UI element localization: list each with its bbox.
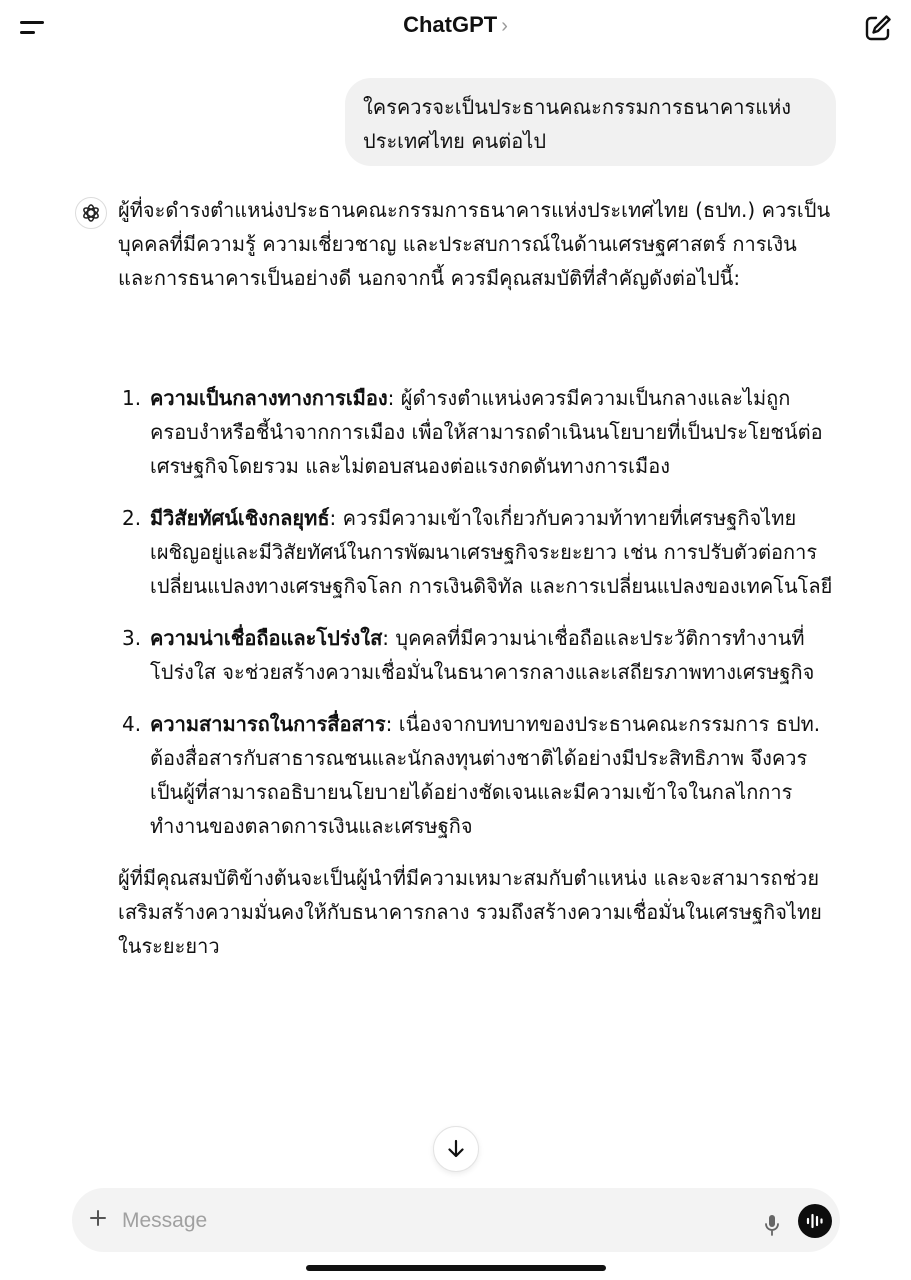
- list-number: 4.: [122, 712, 142, 736]
- list-item-title: มีวิสัยทัศน์เชิงกลยุทธ์: [150, 506, 330, 530]
- list-number: 3.: [122, 626, 142, 650]
- qualifications-list: [118, 381, 838, 843]
- waveform-icon: [805, 1211, 825, 1231]
- list-item: [118, 501, 838, 603]
- microphone-icon[interactable]: [762, 1212, 782, 1240]
- user-message-text: ใครควรจะเป็นประธานคณะกรรมการธนาคารแห่งประเทศไทย คนต่อไป: [363, 95, 792, 153]
- list-item-title: ความเป็นกลางทางการเมือง: [150, 386, 388, 410]
- list-item-title: ความสามารถในการสื่อสาร: [150, 712, 386, 736]
- home-indicator: [306, 1265, 606, 1271]
- list-item-text: : บุคคลที่มีความน่าเชื่อถือและประวัติการทำงานที่โปร่งใส จะช่วยสร้างความเชื่อมั่นในธนาคารกลางและเสถียรภาพทางเศรษฐกิจ: [150, 626, 815, 684]
- assistant-message: [118, 193, 838, 963]
- new-chat-icon[interactable]: [862, 12, 894, 44]
- app-title: ChatGPT: [403, 12, 498, 37]
- list-number: 2.: [122, 506, 142, 530]
- message-composer: [72, 1188, 840, 1252]
- list-item-text: : ผู้ดำรงตำแหน่งควรมีความเป็นกลางและไม่ถูกครอบงำหรือชี้นำจากการเมือง เพื่อให้สามารถดำเนินนโยบายที่เป็นประโยชน์ต่อเศรษฐกิจโดยรวม และไม่ตอบสนองต่อแรงกดดันทางการเมือง: [150, 386, 823, 478]
- scroll-to-bottom-button[interactable]: [433, 1126, 479, 1172]
- list-item-text: : เนื่องจากบทบาทของประธานคณะกรรมการ ธปท. ต้องสื่อสารกับสาธารณชนและนักลงทุนต่างชาติได้อย่างมีประสิทธิภาพ จึงควรเป็นผู้ที่สามารถอธิบายนโยบายได้อย่างชัดเจนและมีความเข้าใจในกลไกการทำงานของตลาดการเงินและเศรษฐกิจ: [150, 712, 821, 838]
- chatgpt-logo-icon: [75, 197, 107, 229]
- assistant-outro: ผู้ที่มีคุณสมบัติข้างต้นจะเป็นผู้นำที่มีความเหมาะสมกับตำแหน่ง และจะสามารถช่วยเสริมสร้างความมั่นคงให้กับธนาคารกลาง รวมถึงสร้างความเชื่อมั่นในเศรษฐกิจไทยในระยะยาว: [118, 866, 822, 958]
- list-item: [118, 621, 838, 689]
- plus-icon[interactable]: [86, 1206, 110, 1230]
- list-item: [118, 707, 838, 843]
- voice-mode-button[interactable]: [798, 1204, 832, 1238]
- list-number: 1.: [122, 386, 142, 410]
- top-bar: [0, 0, 911, 56]
- assistant-intro: ผู้ที่จะดำรงตำแหน่งประธานคณะกรรมการธนาคารแห่งประเทศไทย (ธปท.) ควรเป็นบุคคลที่มีความรู้ ความเชี่ยวชาญ และประสบการณ์ในด้านเศรษฐศาสตร์ การเงิน และการธนาคารเป็นอย่างดี นอกจากนี้ ควรมีคุณสมบัติที่สำคัญดังต่อไปนี้:: [118, 198, 831, 290]
- message-input[interactable]: [120, 1202, 744, 1240]
- list-item-title: ความน่าเชื่อถือและโปร่งใส: [150, 626, 383, 650]
- list-item-text: : ควรมีความเข้าใจเกี่ยวกับความท้าทายที่เศรษฐกิจไทยเผชิญอยู่และมีวิสัยทัศน์ในการพัฒนาเศรษฐกิจระยะยาว เช่น การปรับตัวต่อการเปลี่ยนแปลงทางเศรษฐกิจโลก การเงินดิจิทัล และการเปลี่ยนแปลงของเทคโนโลยี: [150, 506, 833, 598]
- list-item: [118, 381, 838, 483]
- user-message-bubble: [345, 78, 836, 166]
- chevron-right-icon: ›: [501, 15, 508, 37]
- model-selector[interactable]: [0, 12, 911, 38]
- arrow-down-icon: [445, 1138, 467, 1160]
